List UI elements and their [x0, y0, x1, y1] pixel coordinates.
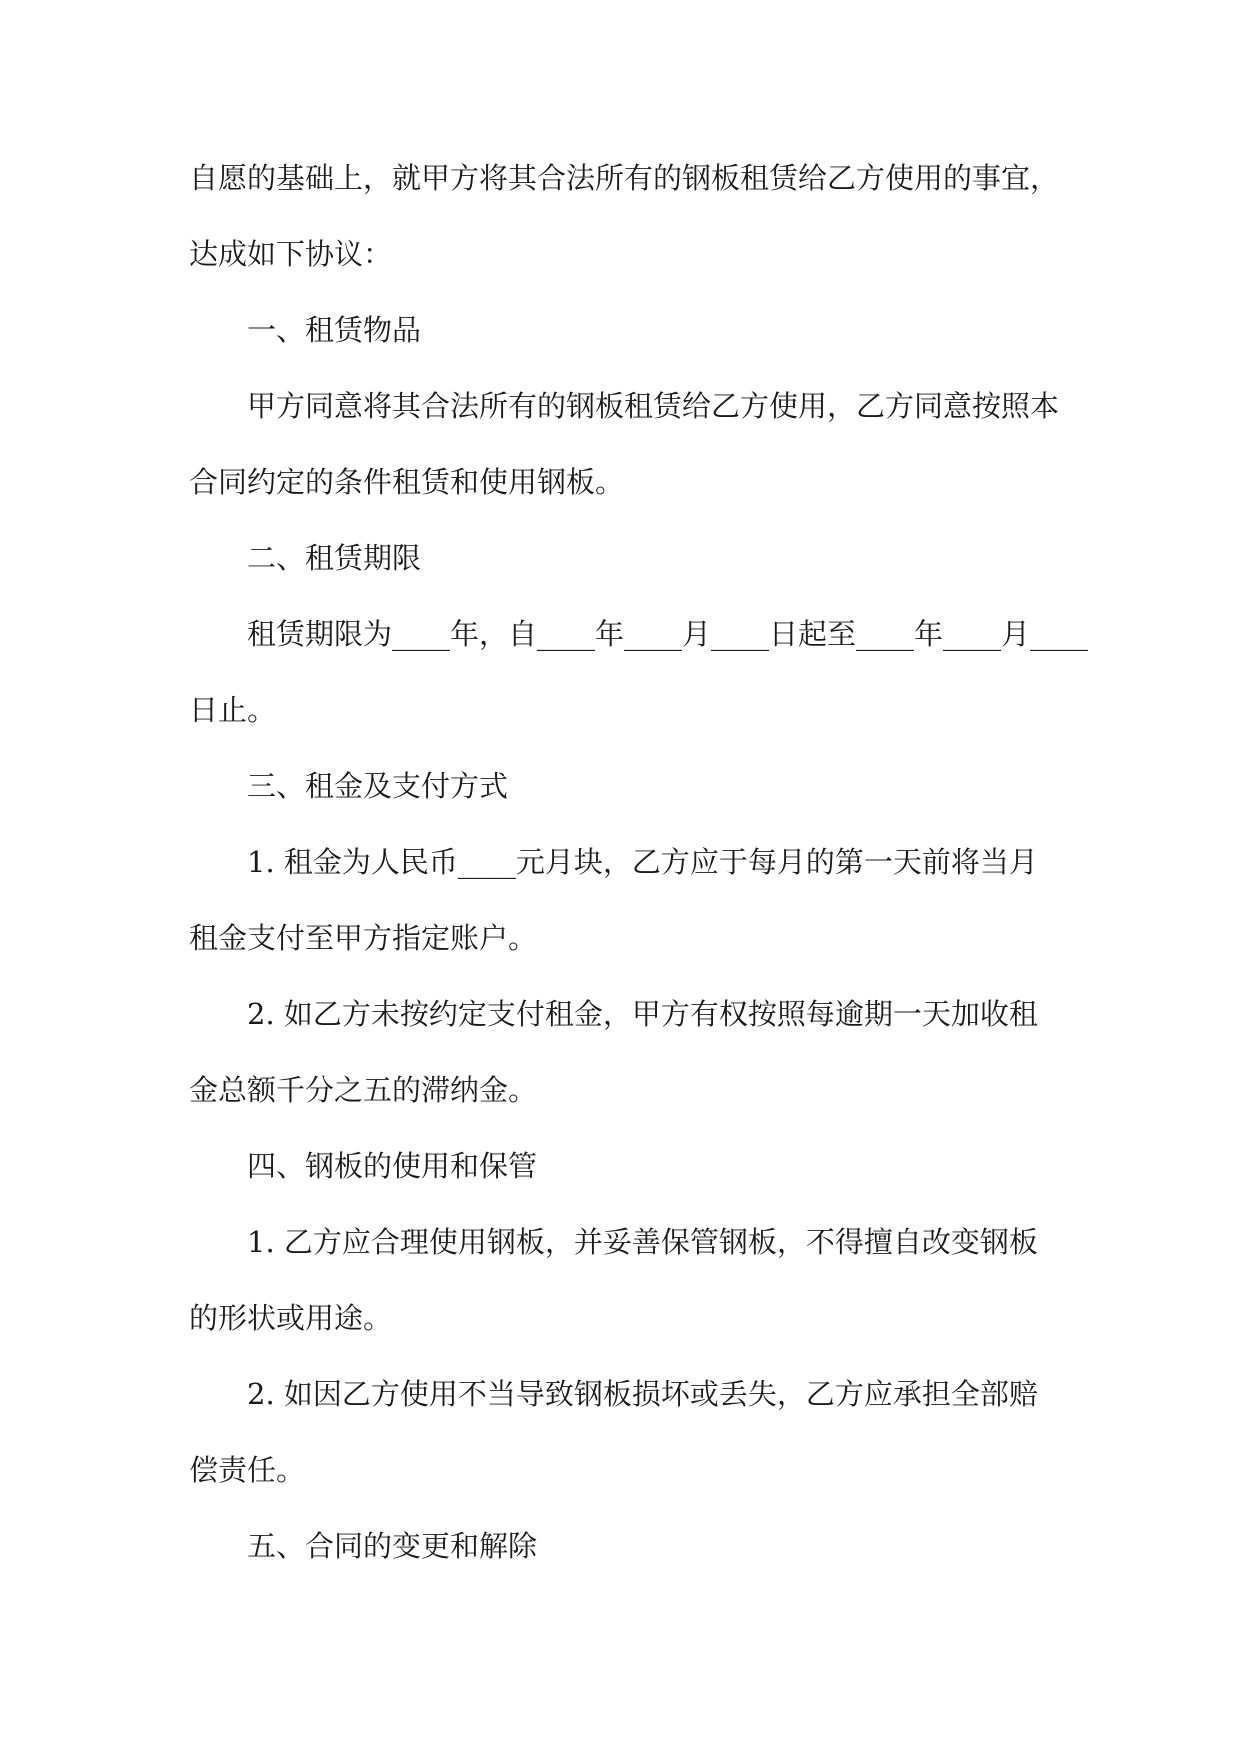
text-line: 的形状或用途。: [189, 1301, 393, 1335]
text-line: 甲方同意将其合法所有的钢板租赁给乙方使用，乙方同意按照本: [247, 389, 1060, 423]
text-line: 2. 如乙方未按约定支付租金，甲方有权按照每逾期一天加收租: [247, 997, 1038, 1031]
text-line: 日止。: [189, 693, 277, 727]
text-line: 合同约定的条件租赁和使用钢板。: [189, 465, 625, 499]
section-heading: 二、租赁期限: [247, 541, 422, 575]
section-heading: 五、合同的变更和解除: [247, 1529, 538, 1563]
text-line: 1. 租金为人民币____元月块，乙方应于每月的第一天前将当月: [247, 845, 1038, 879]
text-line: 1. 乙方应合理使用钢板，并妥善保管钢板，不得擅自改变钢板: [247, 1225, 1038, 1259]
text-line: 达成如下协议：: [189, 237, 393, 271]
section-heading: 三、租金及支付方式: [247, 769, 509, 803]
section-heading: 四、钢板的使用和保管: [247, 1149, 538, 1183]
text-line: 租赁期限为____年，自____年____月____日起至____年____月____: [247, 617, 1089, 651]
text-line: 偿责任。: [189, 1453, 306, 1487]
text-line: 自愿的基础上，就甲方将其合法所有的钢板租赁给乙方使用的事宜，: [189, 161, 1060, 195]
section-heading: 一、租赁物品: [247, 313, 422, 347]
text-line: 租金支付至甲方指定账户。: [189, 921, 538, 955]
text-line: 金总额千分之五的滞纳金。: [189, 1073, 538, 1107]
text-line: 2. 如因乙方使用不当导致钢板损坏或丢失，乙方应承担全部赔: [247, 1377, 1038, 1411]
document-body: [189, 140, 1089, 1584]
